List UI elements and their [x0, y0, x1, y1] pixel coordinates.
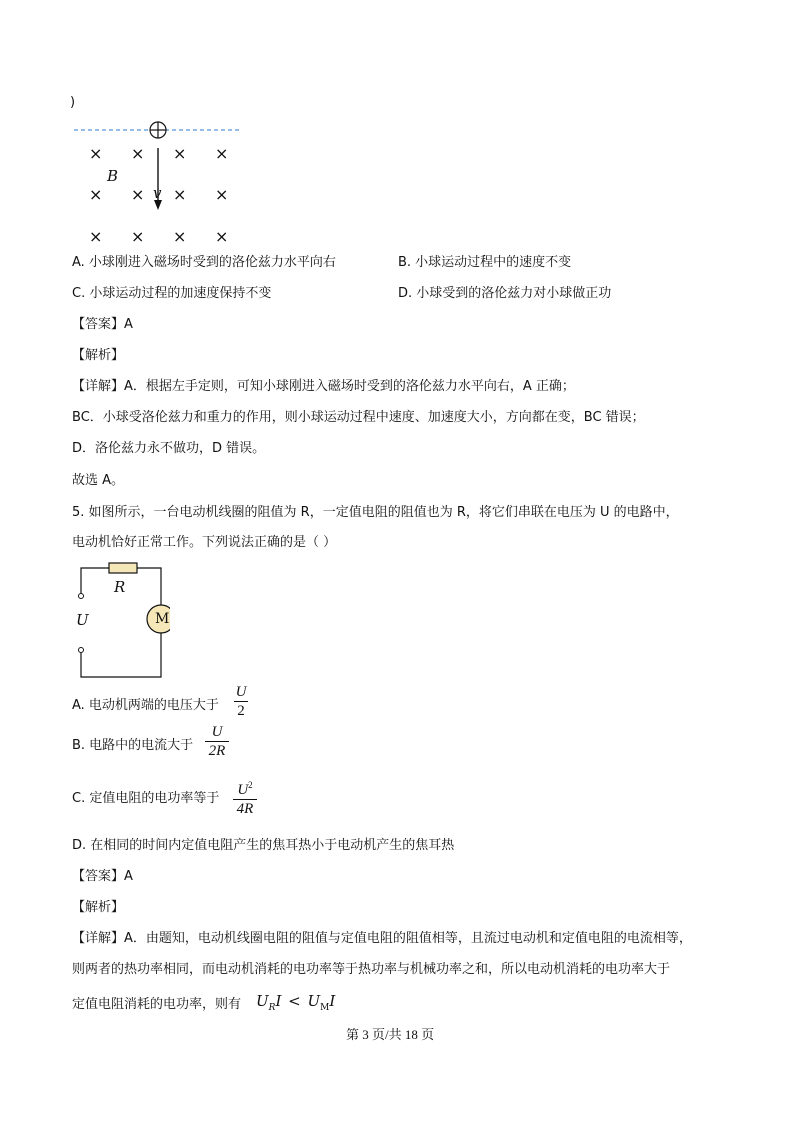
svg-text:×: ×	[173, 227, 187, 246]
detail-line: 【详解】A．根据左手定则，可知小球刚进入磁场时受到的洛伦兹力水平向右，A 正确；	[72, 379, 575, 394]
svg-text:×: ×	[89, 144, 103, 163]
page-footer: 第 3 页/共 18 页	[346, 1027, 435, 1042]
svg-text:×: ×	[215, 144, 229, 163]
resistor	[109, 563, 137, 573]
magnetic-field-figure	[70, 118, 250, 248]
svg-text:×: ×	[89, 185, 103, 204]
q5-analysis-label: 【解析】	[72, 900, 125, 915]
q5-option-c: C. 定值电阻的电功率等于	[72, 791, 220, 806]
option-b: B. 小球运动过程中的速度不变	[398, 255, 572, 270]
svg-text:×: ×	[215, 185, 229, 204]
voltage-label: U	[76, 611, 89, 629]
fraction-u-over-2r: U 2R	[205, 724, 229, 759]
terminal	[79, 594, 84, 599]
motor-label: M	[155, 611, 170, 627]
question-5-stem: 电动机恰好正常工作。下列说法正确的是（ ）	[72, 535, 337, 550]
q5-detail-line: 则两者的热功率相同，而电动机消耗的电功率等于热功率与机械功率之和，所以电动机消耗的电功率大于	[72, 962, 671, 977]
paren-tail: )	[70, 95, 76, 110]
option-d: D. 小球受到的洛伦兹力对小球做正功	[398, 286, 612, 301]
power-inequality: $U_RI < U_MI$	[256, 992, 336, 1013]
q5-option-a: A. 电动机两端的电压大于	[72, 698, 219, 713]
detail-line: BC．小球受洛伦兹力和重力的作用，则小球运动过程中速度、加速度大小，方向都在变，BC 错误；	[72, 410, 645, 425]
svg-text:×: ×	[131, 227, 145, 246]
option-c: C. 小球运动过程的加速度保持不变	[72, 286, 272, 301]
q5-option-b: B. 电路中的电流大于	[72, 738, 194, 753]
q5-detail-line: 【详解】A．由题知，电动机线圈电阻的阻值与定值电阻的阻值相等，且流过电动机和定值电阻的电流相等，	[72, 931, 692, 946]
velocity-label: v	[153, 184, 162, 202]
q5-answer: 【答案】A	[72, 869, 133, 884]
svg-text:×: ×	[215, 227, 229, 246]
fraction-u-over-2: U 2	[235, 684, 247, 719]
svg-text:×: ×	[173, 185, 187, 204]
svg-text:×: ×	[131, 144, 145, 163]
detail-line: 故选 A。	[72, 473, 125, 488]
field-label: B	[107, 167, 119, 185]
analysis-label: 【解析】	[72, 348, 125, 363]
fraction-u2-over-4r: $U^2$ 4R	[233, 777, 257, 817]
option-a: A. 小球刚进入磁场时受到的洛伦兹力水平向右	[72, 255, 336, 270]
answer: 【答案】A	[72, 317, 133, 332]
q5-detail-line: 定值电阻消耗的电功率，则有	[72, 997, 242, 1012]
terminal	[79, 648, 84, 653]
detail-line: D．洛伦兹力永不做功，D 错误。	[72, 441, 266, 456]
q5-option-d: D. 在相同的时间内定值电阻产生的焦耳热小于电动机产生的焦耳热	[72, 838, 455, 853]
svg-text:×: ×	[89, 227, 103, 246]
question-5-stem: 5. 如图所示，一台电动机线圈的阻值为 R，一定值电阻的阻值也为 R，将它们串联在电压为 U 的电路中，	[72, 505, 679, 520]
resistor-label: R	[114, 578, 126, 596]
svg-text:×: ×	[131, 185, 145, 204]
svg-text:×: ×	[173, 144, 187, 163]
